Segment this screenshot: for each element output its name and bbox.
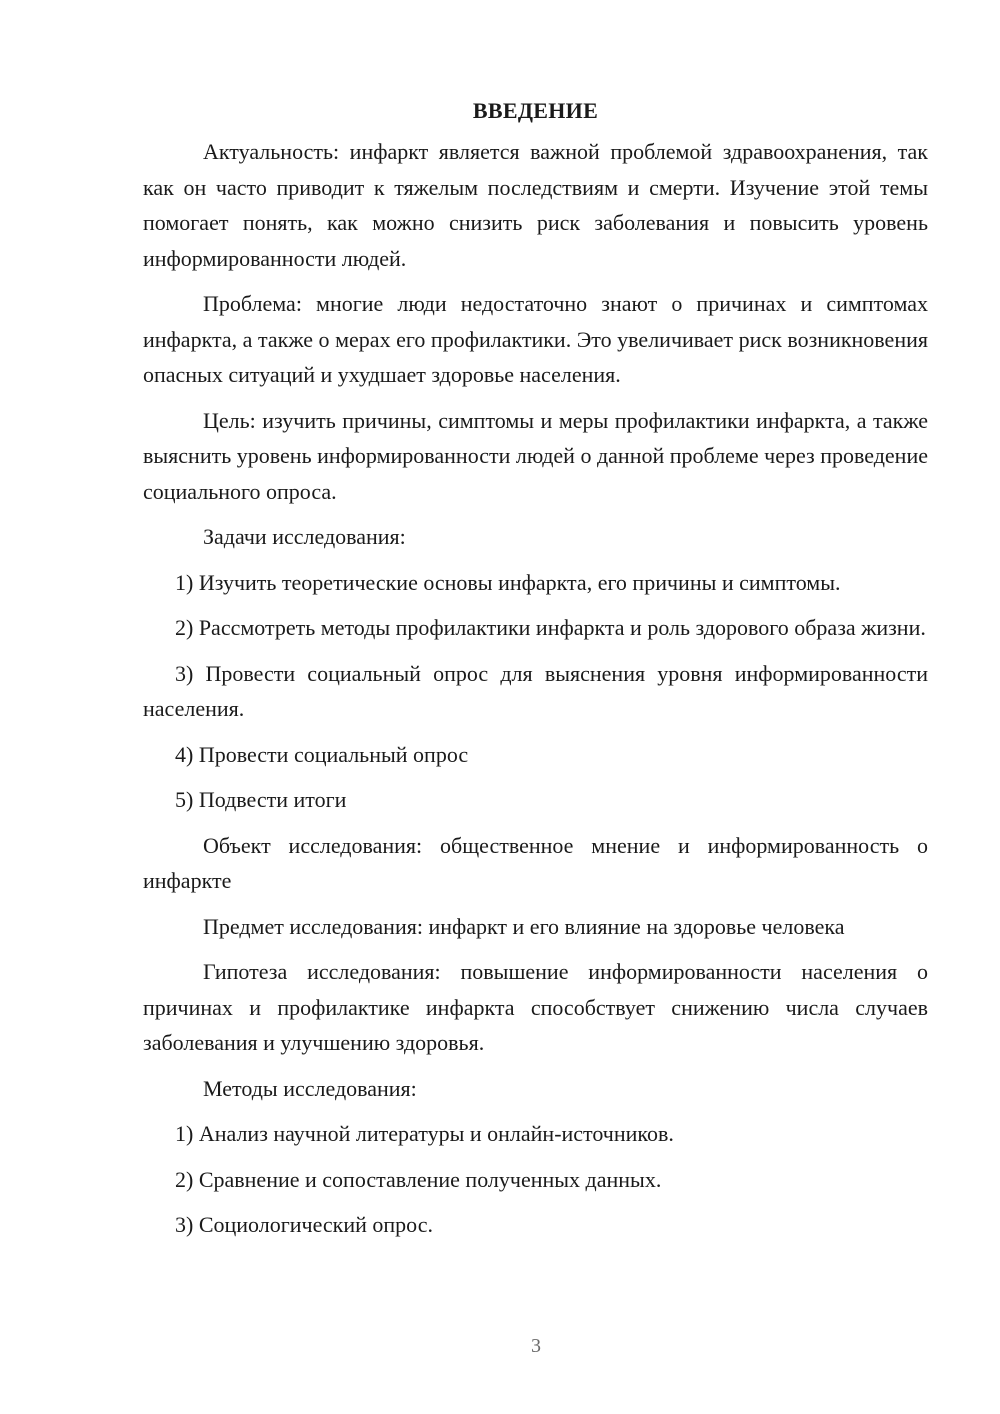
method-item-1: 1) Анализ научной литературы и онлайн-источников.	[175, 1121, 674, 1146]
research-hypothesis: Гипотеза исследования: повышение информированности населения о причинах и профилактике инфаркта способствует снижению числа случаев заболевания и улучшению здоровья.	[143, 959, 928, 1055]
research-subject: Предмет исследования: инфаркт и его влияние на здоровье человека	[203, 913, 845, 939]
method-item-3: 3) Социологический опрос.	[175, 1212, 433, 1237]
tasks-heading: Задачи исследования:	[203, 524, 406, 549]
task-item-4: 4) Провести социальный опрос	[175, 741, 469, 767]
paragraph-goal: Цель: изучить причины, симптомы и меры профилактики инфаркта, а также выяснить уровень информированности людей о данной проблеме через проведение социального опроса.	[143, 407, 928, 504]
document-body	[143, 96, 928, 1253]
task-item-3: 3) Провести социальный опрос для выяснения уровня информированности населения.	[143, 660, 928, 721]
task-item-5: 5) Подвести итоги	[175, 787, 347, 812]
task-item-1: 1) Изучить теоретические основы инфаркта, его причины и симптомы.	[175, 569, 841, 595]
page-title: ВВЕДЕНИЕ	[472, 98, 599, 123]
paragraph-problem: Проблема: многие люди недостаточно знают о причинах и симптомах инфаркта, а также о мерах его профилактики. Это увеличивает риск возникновения опасных ситуаций и ухудшает здоровье населения.	[143, 291, 928, 387]
paragraph-relevance: Актуальность: инфаркт является важной проблемой здравоохранения, так как он часто приводит к тяжелым последствиям и смерти. Изучение этой темы помогает понять, как можно снизить риск заболевания и повысить уровень информированности людей.	[143, 139, 928, 271]
methods-heading: Методы исследования:	[203, 1075, 417, 1101]
method-item-2: 2) Сравнение и сопоставление полученных данных.	[175, 1166, 662, 1192]
task-item-2: 2) Рассмотреть методы профилактики инфаркта и роль здорового образа жизни.	[175, 615, 926, 640]
research-object: Объект исследования: общественное мнение и информированность о инфаркте	[143, 832, 928, 893]
page-number: 3	[531, 1335, 541, 1357]
